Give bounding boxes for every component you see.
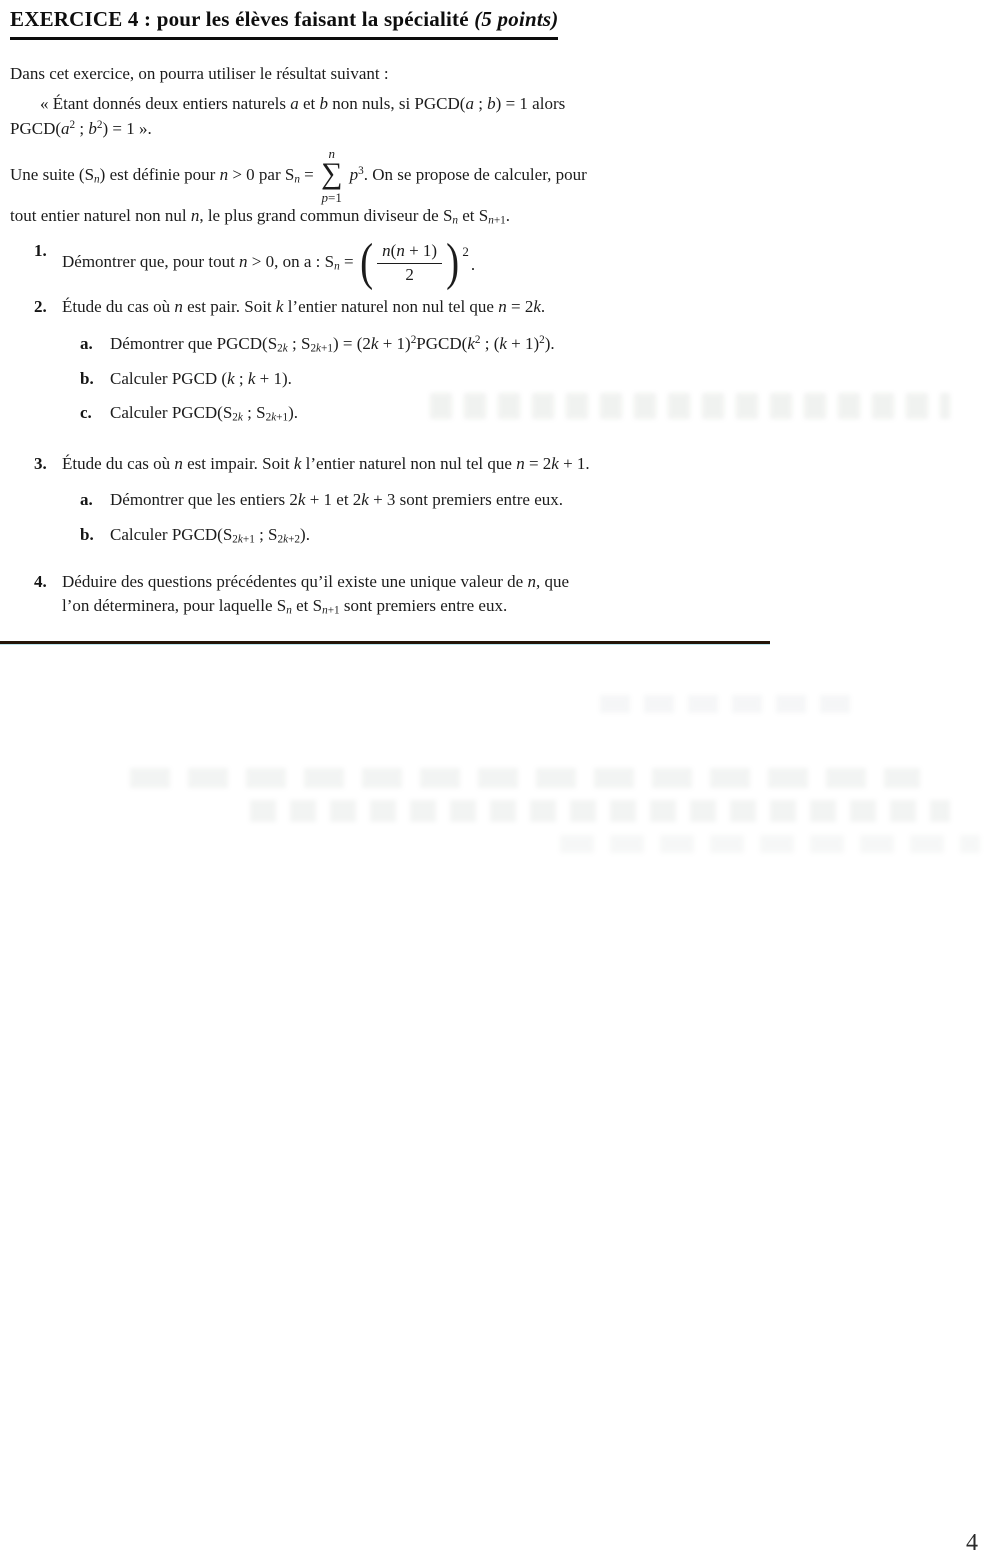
text-run: .: [540, 297, 546, 317]
text-run: 2: [539, 333, 545, 346]
bleed-through-artifact: [130, 768, 920, 788]
text-run: k: [551, 453, 559, 473]
text-run: +2: [288, 533, 301, 546]
text-run: k: [282, 342, 288, 355]
text-run: + 1): [506, 333, 540, 353]
text-run: + 1): [378, 333, 411, 353]
text-run: b: [319, 94, 328, 114]
text-run: k: [533, 297, 541, 317]
text-run: =1: [328, 189, 342, 205]
text-run: = 2: [524, 453, 552, 473]
text-run: ).: [300, 525, 310, 545]
question-2c-text: [110, 401, 800, 426]
text-run: > 0, on a : S: [247, 251, 335, 271]
text-run: ) = 1 alors: [495, 94, 566, 114]
question-3b-text: [110, 523, 800, 548]
fraction-denominator: 2: [377, 263, 442, 285]
text-run: + 3 sont premiers entre eux.: [368, 490, 564, 510]
text-run: + 1 et 2: [305, 490, 362, 510]
horizontal-rule: [0, 641, 770, 644]
text-run: ; S: [254, 525, 278, 545]
question-2a-text: [110, 332, 800, 357]
question-2b-label: b.: [80, 368, 94, 388]
question-1-lead: [62, 252, 358, 271]
text-run: k: [227, 368, 235, 388]
text-run: 2: [232, 411, 238, 424]
text-run: b: [88, 118, 97, 138]
text-run: n: [498, 297, 507, 317]
bleed-through-artifact: [250, 800, 950, 822]
text-run: + 1): [404, 240, 438, 260]
text-run: +1: [327, 604, 340, 617]
text-run: n: [334, 260, 340, 273]
text-run: tout entier naturel non nul: [10, 205, 191, 225]
question-2b-text: [110, 367, 800, 392]
intro-paragraph: Dans cet exercice, on pourra utiliser le résultat suivant :: [10, 64, 389, 84]
text-run: 3: [358, 164, 364, 177]
fraction: [377, 241, 442, 286]
text-run: p: [349, 164, 359, 184]
text-run: 2: [277, 342, 283, 355]
text-run: n: [174, 297, 183, 317]
text-run: est pair. Soit: [182, 297, 276, 317]
text-run: +1: [242, 533, 255, 546]
close-paren-glyph: ): [446, 233, 460, 291]
exercise-title: [10, 4, 558, 40]
text-run: 2: [232, 533, 238, 546]
text-run: ) = (2: [332, 333, 371, 353]
text-run: +1: [493, 214, 506, 227]
text-run: k: [316, 342, 322, 355]
formula-exponent: 2: [462, 243, 469, 259]
question-3-text: [62, 452, 800, 477]
text-run: « Étant donnés deux entiers naturels: [40, 94, 291, 114]
question-2c-label: c.: [80, 403, 92, 423]
question-2: [34, 295, 800, 320]
text-run: k: [275, 297, 284, 317]
question-1-text: [62, 233, 800, 291]
text-run: 2: [265, 411, 272, 424]
summation-symbol: [321, 147, 342, 204]
text-run: k: [467, 333, 475, 353]
bleed-through-artifact: [600, 695, 860, 713]
text-run: Une suite (S: [10, 164, 95, 184]
text-run: k: [271, 411, 277, 424]
question-3-number: 3.: [34, 453, 47, 473]
question-4-number: 4.: [34, 571, 47, 591]
text-run: ).: [544, 333, 555, 353]
text-run: ) est définie pour: [99, 164, 220, 184]
question-1-number: 1.: [34, 240, 47, 260]
fraction-numerator: [377, 241, 442, 263]
text-run: = 2: [506, 297, 534, 317]
question-2a-label: a.: [80, 333, 93, 353]
text-run: k: [283, 533, 289, 546]
text-run: k: [297, 490, 306, 510]
text-run: (: [390, 240, 397, 260]
text-run: Calculer PGCD(S: [110, 403, 233, 423]
text-run: =: [339, 251, 358, 271]
text-run: Démontrer que les entiers 2: [110, 490, 298, 510]
text-run: n: [239, 251, 248, 271]
text-run: =: [299, 164, 319, 184]
text-run: Démontrer que PGCD(S: [110, 333, 278, 353]
text-run: n: [452, 214, 459, 227]
question-1-formula: [358, 233, 476, 291]
text-run: k: [247, 368, 256, 388]
text-run: 2: [310, 342, 317, 355]
question-2b: [80, 367, 800, 392]
text-run: n: [396, 240, 405, 260]
text-run: n: [94, 172, 100, 185]
text-run: , que: [535, 571, 570, 591]
question-2c: [80, 401, 800, 426]
text-run: (5 points): [474, 7, 559, 31]
text-run: .: [505, 205, 511, 225]
quoted-result-paragraph: [10, 92, 780, 141]
text-run: +1: [321, 342, 333, 355]
sequence-definition-before: [10, 165, 318, 184]
text-run: n: [382, 240, 391, 260]
text-run: l’entier naturel non nul tel que: [283, 297, 499, 317]
text-run: a: [61, 118, 70, 138]
text-run: + 1).: [255, 368, 292, 388]
text-run: ; S: [287, 333, 311, 353]
text-run: n: [219, 164, 229, 184]
text-run: a: [290, 94, 299, 114]
exercise-body: [10, 4, 800, 644]
text-run: ;: [473, 94, 488, 114]
text-run: 2: [96, 118, 103, 131]
text-run: Calculer PGCD (: [110, 368, 228, 388]
text-run: n: [516, 453, 525, 473]
question-3b: [80, 523, 800, 548]
text-run: est impair. Soit: [182, 453, 294, 473]
text-run: k: [499, 333, 507, 353]
sigma-glyph: ∑: [321, 157, 343, 191]
question-3a-label: a.: [80, 490, 93, 510]
question-3a-text: [110, 488, 800, 513]
text-run: Déduire des questions précédentes qu’il existe une unique valeur de: [62, 571, 528, 591]
text-run: k: [361, 490, 369, 510]
text-run: et S: [291, 596, 323, 616]
question-4-text: [62, 570, 800, 619]
formula-period: .: [470, 254, 476, 274]
text-run: ;: [234, 368, 248, 388]
text-run: n: [322, 604, 328, 617]
summation-upper-limit: n: [328, 146, 335, 162]
text-run: p: [321, 189, 329, 205]
text-run: > 0 par S: [228, 164, 295, 184]
text-run: ; S: [242, 403, 266, 423]
text-run: Étude du cas où: [62, 453, 175, 473]
text-run: n: [527, 571, 536, 591]
text-run: + 1.: [558, 453, 590, 473]
text-run: k: [237, 411, 243, 424]
text-run: n: [488, 214, 494, 227]
question-3a: [80, 488, 800, 513]
sequence-definition-paragraph: [10, 147, 790, 228]
text-run: l’on déterminera, pour laquelle S: [62, 596, 287, 616]
text-run: n: [294, 172, 300, 185]
text-run: n: [190, 205, 200, 225]
text-run: , le plus grand commun diviseur de S: [199, 205, 453, 225]
text-run: . On se propose de calculer, pour: [363, 164, 587, 184]
text-run: +1: [276, 411, 289, 424]
text-run: k: [237, 533, 243, 546]
text-run: k: [370, 333, 379, 353]
text-run: non nuls, si PGCD(: [328, 94, 466, 114]
question-3: [34, 452, 800, 477]
text-run: et S: [458, 205, 489, 225]
text-run: PGCD(: [416, 333, 468, 353]
text-run: ; (: [480, 333, 500, 353]
text-run: ;: [75, 118, 89, 138]
text-run: et: [298, 94, 320, 114]
text-run: b: [487, 94, 496, 114]
question-4: [34, 570, 800, 619]
text-run: n: [286, 604, 292, 617]
text-run: ) = 1 ».: [102, 118, 152, 138]
question-2a: [80, 332, 800, 357]
text-run: 2: [69, 118, 76, 131]
text-run: 2: [410, 333, 417, 346]
text-run: sont premiers entre eux.: [339, 596, 508, 616]
text-run: k: [293, 453, 302, 473]
bleed-through-artifact: [560, 835, 980, 853]
question-2-text: [62, 295, 800, 320]
text-run: Étude du cas où: [62, 297, 175, 317]
text-run: PGCD(: [10, 118, 62, 138]
text-run: ).: [288, 403, 299, 423]
question-3b-label: b.: [80, 525, 94, 545]
text-run: a: [465, 94, 474, 114]
page-number: 4: [966, 1530, 978, 1556]
text-run: Calculer PGCD(S: [110, 525, 233, 545]
text-run: EXERCICE 4 : pour les élèves faisant la spécialité: [10, 7, 475, 31]
text-run: n: [174, 453, 183, 473]
summation-lower-limit: [322, 191, 342, 204]
text-run: 2: [474, 333, 481, 346]
question-2-number: 2.: [34, 297, 47, 317]
open-paren-glyph: (: [359, 233, 373, 291]
text-run: l’entier naturel non nul tel que: [301, 453, 517, 473]
text-run: Démontrer que, pour tout: [62, 251, 240, 271]
text-run: 2: [277, 533, 284, 546]
question-1: [34, 233, 800, 291]
